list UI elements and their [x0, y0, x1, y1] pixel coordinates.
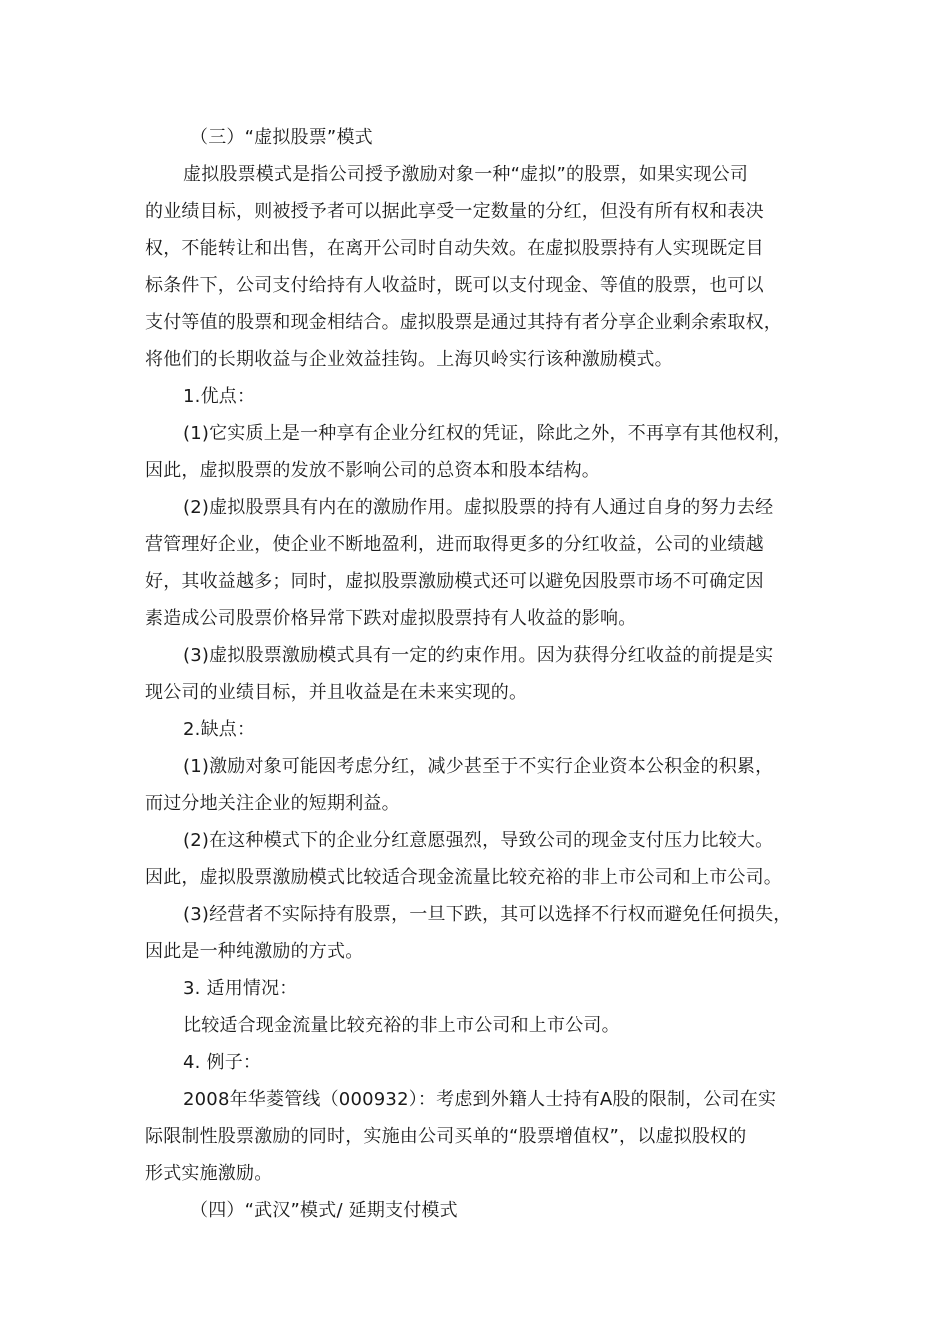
paragraph-line: 际限制性股票激励的同时，实施由公司买单的“股票增值权”，以虚拟股权的	[145, 1126, 747, 1147]
list-item-line: 因此是一种纯激励的方式。	[145, 941, 364, 962]
paragraph-line: 将他们的长期收益与企业效益挂钩。上海贝岭实行该种激励模式。	[145, 349, 673, 370]
subheading-advantages: 1.优点：	[183, 386, 256, 407]
list-item-line: 营管理好企业，使企业不断地盈利，进而取得更多的分红收益，公司的业绩越	[145, 534, 764, 555]
list-item-line: 现公司的业绩目标，并且收益是在未来实现的。	[145, 682, 528, 703]
list-item-line: (3)虚拟股票激励模式具有一定的约束作用。因为获得分红收益的前提是实	[183, 645, 774, 666]
paragraph-line: 标条件下，公司支付给持有人收益时，既可以支付现金、等值的股票，也可以	[145, 275, 764, 296]
subheading-example: 4. 例子：	[183, 1052, 262, 1073]
list-item-line: (3)经营者不实际持有股票，一旦下跌，其可以选择不行权而避免任何损失，	[183, 904, 792, 925]
list-item-line: (1)它实质上是一种享有企业分红权的凭证，除此之外，不再享有其他权利，	[183, 423, 792, 444]
list-item-line: (2)在这种模式下的企业分红意愿强烈，导致公司的现金支付压力比较大。	[183, 830, 774, 851]
paragraph-line: 虚拟股票模式是指公司授予激励对象一种“虚拟”的股票，如果实现公司	[183, 164, 749, 185]
section-heading-4: （四）“武汉”模式/ 延期支付模式	[190, 1200, 458, 1221]
paragraph-line: 权，不能转让和出售，在离开公司时自动失效。在虚拟股票持有人实现既定目	[145, 238, 764, 259]
subheading-applicability: 3. 适用情况：	[183, 978, 298, 999]
list-item-line: 素造成公司股票价格异常下跌对虚拟股票持有人收益的影响。	[145, 608, 637, 629]
list-item-line: 因此，虚拟股票的发放不影响公司的总资本和股本结构。	[145, 460, 600, 481]
paragraph-line: 形式实施激励。	[145, 1163, 273, 1184]
list-item-line: 因此，虚拟股票激励模式比较适合现金流量比较充裕的非上市公司和上市公司。	[145, 867, 782, 888]
subheading-disadvantages: 2.缺点：	[183, 719, 256, 740]
list-item-line: 好，其收益越多；同时，虚拟股票激励模式还可以避免因股票市场不可确定因	[145, 571, 764, 592]
list-item-line: (1)激励对象可能因考虑分红，减少甚至于不实行企业资本公积金的积累，	[183, 756, 774, 777]
section-heading-3: （三）“虚拟股票”模式	[190, 127, 373, 148]
paragraph-line: 2008年华菱管线（000932）：考虑到外籍人士持有A股的限制，公司在实	[183, 1089, 777, 1110]
paragraph-line: 比较适合现金流量比较充裕的非上市公司和上市公司。	[183, 1015, 620, 1036]
list-item-line: 而过分地关注企业的短期利益。	[145, 793, 400, 814]
paragraph-line: 的业绩目标，则被授予者可以据此享受一定数量的分红，但没有所有权和表决	[145, 201, 764, 222]
paragraph-line: 支付等值的股票和现金相结合。虚拟股票是通过其持有者分享企业剩余索取权，	[145, 312, 782, 333]
list-item-line: (2)虚拟股票具有内在的激励作用。虚拟股票的持有人通过自身的努力去经	[183, 497, 774, 518]
